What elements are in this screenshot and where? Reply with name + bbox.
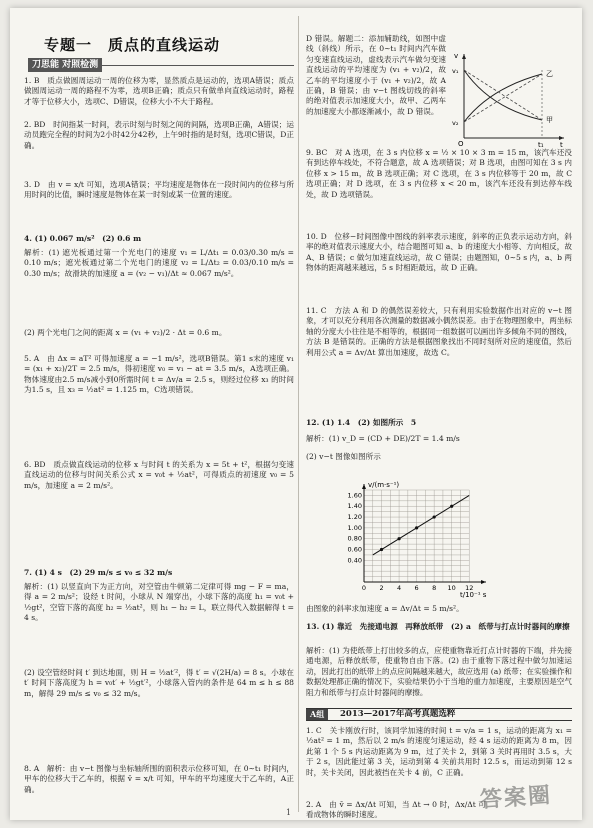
answer-8-continued: D 错误。解题二：添加辅助线，如图中虚线（斜线）所示，在 0∼t₁ 时间内汽车做匀变速直线运动，虚线表示汽车做匀变速直线运动的平均速度为 (v₁ + v₂)/2，故乙车的平均速度小于 (v₁ + v₂)/2，故 A 正确，B 错误；由 v−t 图线切线的斜率的绝对值表示加速度大小，故甲、乙两车的加速度大小都逐渐减小，故 D 错误。 xyxy=(306,34,446,116)
exam-answer-1: 1. C 关卡刚放行时，该同学加速的时间 t = v/a = 1 s，运动的距离为 x₁ = ½at² = 1 m，然后以 2 m/s 的速度匀速运动，经 4 s 运动的距离为 8 m，因此第 1 个 5 s 内运动距离为 9 m，过了关卡 2，到第 3 关时再用时 3.5 s，大于 2 s，因此能过第 3 关，运动到第 4 关前共用时 12.5 s，而运动到第 12 s 时，关卡关闭，因此被挡在关卡 4 前，C 正确。 xyxy=(306,726,572,777)
vt-data-point xyxy=(415,526,418,529)
answer-3: 3. D 由 v = x/t 可知，选项A错误；平均速度是物体在一段时间内的位移与所用时间的比值，瞬时速度是物体在某一时刻或某一位置的速度。 xyxy=(24,180,294,200)
vt-grid xyxy=(364,490,469,582)
sketch-v-label: v xyxy=(454,52,459,60)
vt-x-tick-label: 0 xyxy=(361,584,367,592)
vt-x-tick-label: 10 xyxy=(447,584,456,592)
answer-5: 5. A 由 Δx = aT² 可得加速度 a = −1 m/s²，选项B错误。第1 s末的速度 v₁ = (x₁ + x₂)/2T = 2.5 m/s，得初速度 v₀ = v₁ − at = 3.5 m/s，A选项正确。物体速度由2.5 m/s减小到0所需时间 t = Δv/a = 2.5 s，则经过位移 x₃ 的时间为1.5 s，且 x₃ = ½at² = 1.125 m，C选项错误。 xyxy=(24,354,294,395)
section-rule xyxy=(98,65,294,66)
vt-chart xyxy=(328,478,498,598)
vt-x-tick-label: 6 xyxy=(414,584,419,592)
answer-7-part2: (2) 设空管经时间 t′ 到达地面，则 H = ½at′²，得 t′ = √(2H/a) = 8 s。小球在 t′ 时间下落高度为 h = v₀t′ + ½gt′²，小球落入管内的条件是 64 m ≤ h ≤ 88 m，解得 29 m/s ≤ v₀ ≤ 32 m/s。 xyxy=(24,668,294,698)
vt-x-tick-label: 8 xyxy=(432,584,437,592)
column-divider xyxy=(298,16,299,812)
vt-y-tick-label: 1.40 xyxy=(347,502,362,511)
sketch-t1-label: t₁ xyxy=(538,141,544,148)
vt-x-tick-label: 4 xyxy=(397,584,402,592)
vt-fit-line xyxy=(373,495,469,555)
answer-12-solution-1: 解析：(1) v_D = (CD + DE)/2T = 1.4 m/s xyxy=(306,434,460,443)
vt-y-tick-label: 0.40 xyxy=(347,556,362,565)
vt-x-axis-label: t/10⁻¹ s xyxy=(460,591,487,598)
sketch-t-label: t xyxy=(560,141,563,148)
section-label: 刀思能 对照检测 xyxy=(28,58,102,72)
answer-7: 7. (1) 4 s (2) 29 m/s ≤ v₀ ≤ 32 m/s xyxy=(24,568,173,577)
answer-2: 2. BD 时间指某一时间，表示时刻与时刻之间的间隔，选项B正确，A错误；运动员跑完全程的时间为2小时42分42秒，上午9时指的是时刻，选项C错误，D正确。 xyxy=(24,120,294,150)
vt-fit-line-group xyxy=(373,495,469,555)
exam-answer-2: 2. A 由 v̄ = Δx/Δt 可知，当 Δt → 0 时，Δx/Δt 可看成物体的瞬时速度。 xyxy=(306,800,486,820)
answer-4-solution: 解析：(1) 遮光板通过第一个光电门的速度 v₁ = L/Δt₁ = 0.03/0.30 m/s = 0.10 m/s；遮光板通过第二个光电门的速度 v₂ = L/Δt₂ = 0.03/0.10 m/s = 0.30 m/s；故滑块的加速度 a = (v₂ − v₁)/Δt ≈ 0.067 m/s²。 xyxy=(24,248,294,278)
exam-section-title: 2013—2017年高考真题选粹 xyxy=(340,709,456,719)
sketch-v-arrow xyxy=(462,54,466,59)
answer-4: 4. (1) 0.067 m/s² (2) 0.6 m xyxy=(24,234,142,243)
vt-x-arrow xyxy=(481,580,486,584)
vt-y-tick-label: 1.60 xyxy=(347,491,362,500)
sketch-jia-label: 甲 xyxy=(546,116,553,124)
vt-axes xyxy=(362,484,486,584)
answer-7-solution: 解析：(1) 以竖直向下为正方向，对空管由牛顿第二定律可得 mg − F = ma，得 a = 2 m/s²；设经 t 时间，小球从 N 端穿出，小球下落的高度 h₁ = v₀t + ½gt²，空管下落的高度 h₂ = ½at²，则 h₁ − h₂ = L，联立得代入数据解得 t = 4 s。 xyxy=(24,582,294,623)
vt-sketch-graph xyxy=(450,48,570,148)
answer-1: 1. B 质点做圆周运动一周的位移为零，显然质点是运动的，选项A错误；质点做圆周运动一周的路程不为零，选项B正确；质点只有做单向直线运动时，路程才等于位移大小，选项C、D错误，位移大小不大于路程。 xyxy=(24,76,294,106)
vt-ticks xyxy=(348,491,474,592)
answer-13-solution: 解析：(1) 为使纸带上打出较多的点，应使重物靠近打点计时器的下端，并先接通电源，后释放纸带，使重物自由下落。(2) 由于重物下落过程中做匀加速运动，因此打出的纸带上的点应间隔越来越大，故应选用 (a) 纸带；在实验操作和数据处理都正确的情况下，实验结果仍小于当地的重力加速度，主要原因是空气阻力和纸带与打点计时器间的摩擦。 xyxy=(306,646,572,697)
sketch-origin-label: O xyxy=(458,140,464,148)
vt-y-tick-label: 1.20 xyxy=(347,513,362,522)
sketch-yi-label: 乙 xyxy=(546,70,553,78)
exam-section-banner xyxy=(306,708,572,721)
answer-12-slope: 由图象的斜率求加速度 a = Δv/Δt = 5 m/s²。 xyxy=(306,604,464,613)
answer-4-part2: (2) 两个光电门之间的距离 x = (v₁ + v₂)/2 · Δt = 0.6 m。 xyxy=(24,328,227,337)
vt-data-point xyxy=(450,505,453,508)
sketch-aux-line-2 xyxy=(464,74,542,122)
sketch-t-arrow xyxy=(559,136,564,140)
sketch-v1-label: v₁ xyxy=(452,67,459,75)
vt-y-arrow xyxy=(362,484,366,489)
vt-x-tick-label: 2 xyxy=(379,584,384,592)
vt-data-point xyxy=(397,537,400,540)
answer-10: 10. D 位移−时间图像中图线的斜率表示速度，斜率的正负表示运动方向，斜率的绝对值表示速度大小，结合题图可知 a、b 的速度大小相等、方向相反，故 A、B 错误；c 做匀加速直线运动，故 C 错误；由题图知，0∼5 s 内，a、b 两物体的距离越来越远，5 s 时相距最远，故 D 正确。 xyxy=(306,232,572,273)
page-number: 1 xyxy=(286,808,292,817)
exam-section-tag: A组 xyxy=(306,709,328,720)
site-watermark: 答案圈 xyxy=(479,783,553,814)
vt-y-axis-label: v/(m·s⁻¹) xyxy=(368,481,400,489)
answer-8: 8. A 解析：由 v−t 图像与坐标轴所围的面积表示位移可知，在 0∼t₁ 时间内，甲车的位移大于乙车的，根据 v̄ = x/t 可知，甲车的平均速度大于乙车的，A正确。 xyxy=(24,764,294,794)
vt-x-tick-label: 12 xyxy=(465,584,474,592)
answer-11: 11. C 方法 A 和 D 的偶然误差较大，只有利用实验数据作出对应的 v−t 图象，才可以充分利用各次测量的数据减小偶然误差。由于在物理图象中，两坐标轴的分度大小往往是不相等的，根据同一组数据可以画出许多倾角不同的图线，方法 B 是错误的。正确的方法是根据图象找出不同时刻所对应的速度值，然后利用公式 a = Δv/Δt 算出加速度，故选 C。 xyxy=(306,306,572,357)
answer-9: 9. BC 对 A 选项，在 3 s 内位移 x = ½ × 10 × 3 m = 15 m，该汽车还没有到达停车线处，不符合题意，故 A 选项错误；对 B 选项，由图可知在 3 s 内位移 x > 15 m，故 B 选项正确；对 C 选项，在 3 s 内位移等于 20 m，故 C 选项正确；对 D 选项，在 3 s 内位移 x < 20 m，该汽车还没有到达停车线处，故 D 选项错误。 xyxy=(306,148,572,199)
answer-6: 6. BD 质点做直线运动的位移 x 与时间 t 的关系为 x = 5t + t²，根据匀变速直线运动的位移与时间关系公式 x = v₀t + ½at²，可得质点的初速度 v₀ = 5 m/s，加速度 a = 2 m/s²。 xyxy=(24,460,294,490)
vt-data-point xyxy=(380,548,383,551)
answer-page xyxy=(10,8,582,820)
vt-data-point xyxy=(433,515,436,518)
answer-12-solution-2: (2) v−t 图像如图所示 xyxy=(306,452,381,461)
vt-y-tick-label: 1.00 xyxy=(347,523,362,532)
vt-y-tick-label: 0.80 xyxy=(347,534,362,543)
answer-13: 13. (1) 靠近 先接通电源 再释放纸带 (2) a 纸带与打点计时器间的摩擦 xyxy=(306,622,570,631)
page-title: 专题一 质点的直线运动 xyxy=(44,36,221,54)
vt-y-tick-label: 0.60 xyxy=(347,545,362,554)
answer-12: 12. (1) 1.4 (2) 如图所示 5 xyxy=(306,418,417,427)
sketch-v2-label: v₂ xyxy=(452,119,459,127)
